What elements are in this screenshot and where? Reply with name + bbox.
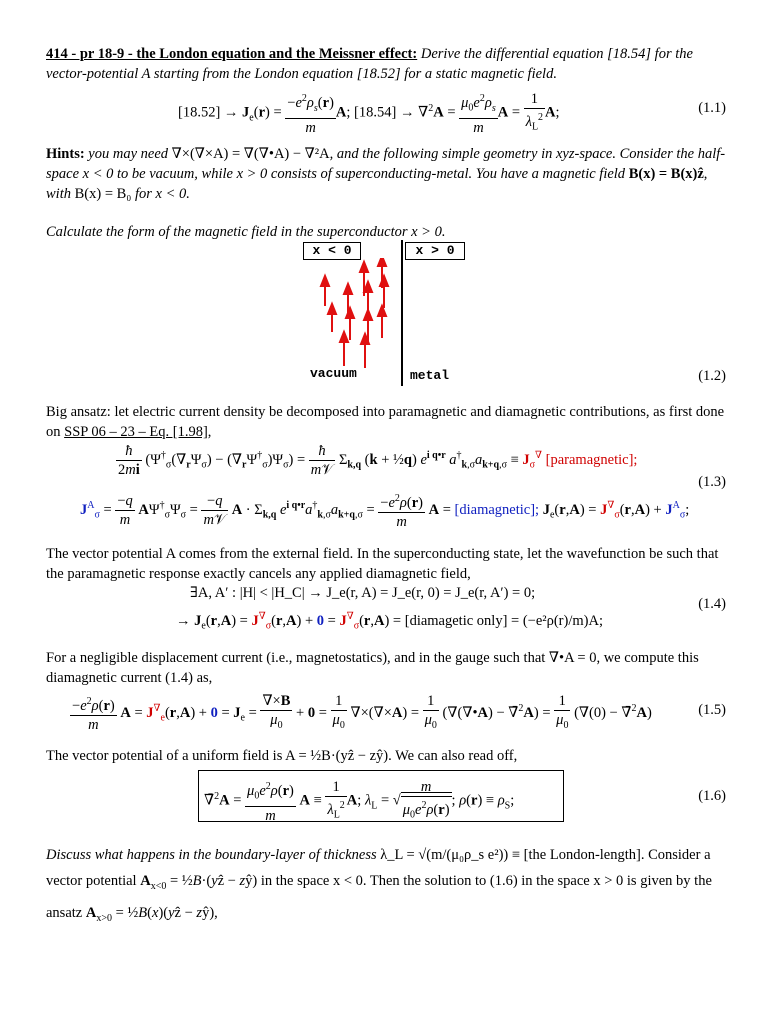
equation-number: (1.3) bbox=[698, 474, 726, 490]
problem-task: Derive the differential equation [18.54] for the vector-potential A starting from the London equation [18.52] for a static magnetic field. bbox=[46, 46, 693, 82]
field-arrows bbox=[300, 258, 400, 378]
equation-number: (1.5) bbox=[698, 702, 726, 718]
equation-1-4: ∃A, A′ : |H| < |H_C| → J_e(r, A) = J_e(r, 0) = J_e(r, A′) = 0; → $J_e(r,A) = J^\nabla_\sigma(r,A) + 0 = J^\nabla_\sigma(r,A)$ = [diamagetic only] = (−e²ρ(r)/m)A; (1.4) bbox=[176, 585, 726, 632]
problem-title: 414 - pr 18-9 - the London equation and the Meissner effect: bbox=[46, 46, 418, 62]
equation-number: (1.2) bbox=[698, 368, 726, 384]
vacuum-region-label: x < 0 bbox=[303, 242, 361, 260]
reference-link[interactable]: SSP 06 – 23 – Eq. [1.98] bbox=[64, 424, 208, 440]
equation-number: (1.6) bbox=[698, 788, 726, 804]
field-arrow bbox=[346, 308, 354, 340]
problem-header bbox=[46, 44, 726, 84]
magnetostatics-paragraph: For a negligible displacement current (i.e., magnetostatics), and in the gauge such that ∇•A = 0, we compute this diamagnetic current (1.4) as, bbox=[46, 650, 699, 686]
equation-1-6: ∇̄$^2$A = $\frac{\mu_0e^2\rho(r)}{m}$ A ≡ $\frac{1}{\lambda_L^2}$ A; $\lambda_L$ = √ $\frac{m}{\mu_0e^2\rho(r)}$ ; $\rho(r) \equiv \rho_S$; (1.6) bbox=[0, 770, 768, 822]
diamagnetic-label: [diamagnetic]; bbox=[454, 501, 540, 518]
vacuum-label: vacuum bbox=[310, 366, 357, 381]
calc-prompt: Calculate the form of the magnetic field in the superconductor x > 0. bbox=[46, 224, 446, 240]
curl-identity: ∇×(∇×A) = ∇(∇•A) − ∇²A bbox=[171, 146, 330, 162]
metal-label: metal bbox=[410, 368, 450, 383]
field-arrow bbox=[378, 306, 386, 338]
discussion-paragraph: Discuss what happens in the boundary-layer of thickness λ_L = √(m/(μ₀ρ_s e²)) ≡ [the London-length]. Consider a vector potential $A_{x<0}$ = ½B·(yẑ − zŷ) in the space x < 0. Then the solution to (1.6) in the space x > 0 is given by the ansatz $A_{x>0}$ = ½B(x)(yẑ − zŷ), bbox=[46, 847, 712, 924]
hints-paragraph: Hints: you may need ∇×(∇×A) = ∇(∇•A) − ∇²A, and the following simple geometry in xyz-space. Consider the half-space x < 0 to be vacuum, while x > 0 consists of superconducting-metal. You have a magnetic field B(x) = B(x)ẑ, with B(x) = B₀ for x < 0. bbox=[46, 146, 726, 202]
interface-line bbox=[401, 240, 403, 386]
field-arrow bbox=[328, 304, 336, 332]
equation-number: (1.4) bbox=[698, 596, 726, 612]
field-arrow bbox=[361, 334, 369, 368]
field-arrow bbox=[380, 276, 388, 308]
equation-1-1: $[18.52] \to J_e(r)$ = $\frac{-e^2\rho_s(r)}{m}$ A; [18.54] → ∇$^2$A = $\frac{\mu_0e^2\rho_s}{m}$ A = $\frac{1}{\lambda_L^2}$ A; (1.1) bbox=[178, 91, 726, 136]
vector-potential-paragraph: The vector potential A comes from the external field. In the superconducting state, let the wavefunction be such that the paramagnetic response exactly cancels any applied diamagnetic field, bbox=[46, 546, 719, 582]
equation-1-3: $\frac{ħ}{2mi}$ $(\Psi^\dagger_\sigma(\nabla_r\Psi_\sigma) - (\nabla_r\Psi^\dagger_\sigma)\Psi_\sigma)$ = $\frac{ħ}{\text{m𝒱}}$ $\Sigma_{k,q}$ (k + ½q) $e^{i q•r}$ $a^\dagger_{k,\sigma}a_{k+q,\sigma} \equiv J_\sigma^\nabla$ [paramagnetic]; $J^A_\sigma$ = $\frac{-q}{m}$ $A\Psi^\dagger_\sigma\Psi_\sigma$ = $\frac{-q}{\text{m𝒱}}$ $A \cdot \Sigma_{k,q}$ $e^{i q•r}a^\dagger_{k,\sigma}a_{k+q,\sigma}$ = $\frac{-e^2\rho(r)}{m}$ A = [diamagnetic]; $J_e(r,A) = J^\nabla_\sigma(r,A) + J^A_\sigma$; (1.3) bbox=[80, 443, 726, 530]
equation-number: (1.1) bbox=[698, 100, 726, 116]
field-arrow bbox=[340, 332, 348, 366]
metal-region-label: x > 0 bbox=[405, 242, 465, 260]
geometry-figure bbox=[300, 240, 470, 388]
london-length: λ_L = √(m/(μ₀ρ_s e²)) ≡ [the London-length] bbox=[380, 847, 641, 863]
equation-1-5: $\frac{-e^2\rho(r)}{m}$ $A = J^\nabla_e(r,A) + 0 = J_e$ = $\frac{\nabla\times B}{\mu_0}$ + 0 = $\frac{1}{\mu_0}$ ∇×(∇×A) = $\frac{1}{\mu_0}$ (∇(∇•A) − ∇̄$^2$A) = $\frac{1}{\mu_0}$ (∇(0) − ∇̄$^2$A) (1.5) bbox=[72, 693, 726, 733]
equation-1-4-line1: ∃A, A′ : |H| < |H_C| → J_e(r, A) = J_e(r, 0) = J_e(r, A′) = 0; bbox=[190, 585, 536, 601]
hints-label: Hints: bbox=[46, 146, 85, 162]
ansatz-paragraph: Big ansatz: let electric current density be decomposed into paramagnetic and diamagnetic contributions, as first done on SSP 06 – 23 – Eq. [1.98], bbox=[46, 404, 725, 440]
field-definition: B(x) = B(x)ẑ bbox=[628, 166, 704, 182]
field-arrow bbox=[321, 276, 329, 306]
uniform-field-paragraph: The vector potential of a uniform field is A = ½B·(yẑ − zŷ). We can also read off, bbox=[46, 748, 518, 764]
paramagnetic-label: [paramagnetic]; bbox=[545, 451, 638, 468]
